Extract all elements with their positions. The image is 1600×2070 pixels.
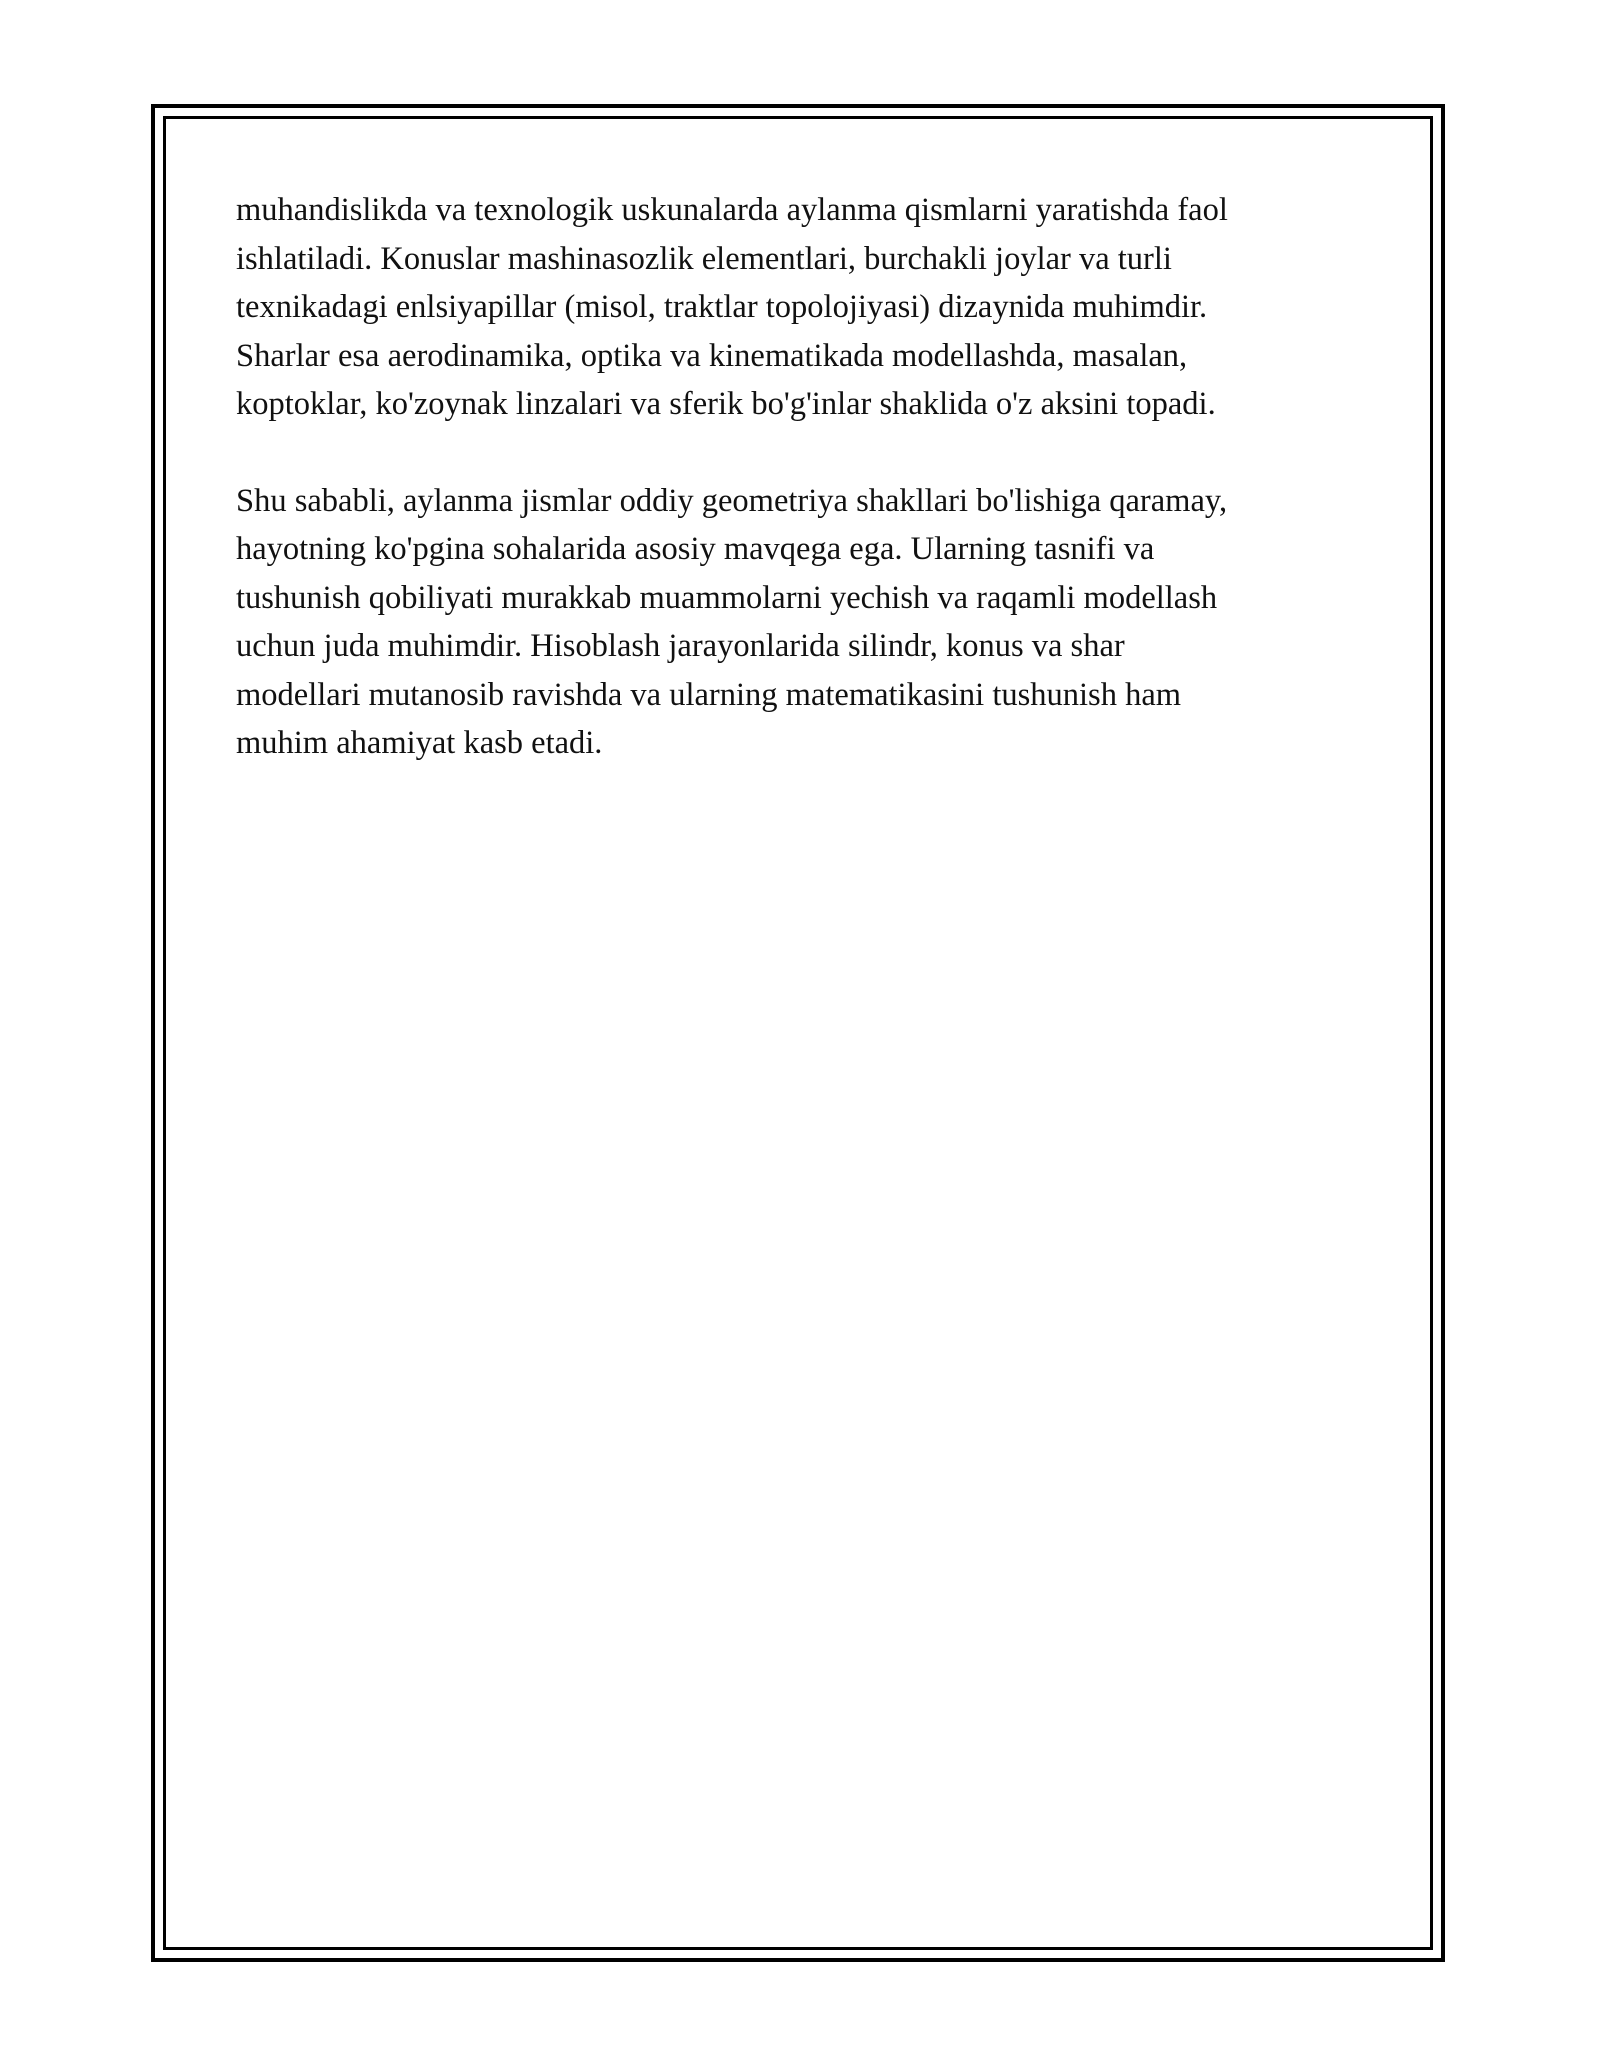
paragraph-2: Shu sababli, aylanma jismlar oddiy geometriya shakllari bo'lishiga qaramay, hayotning ko'pgina sohalarida asosiy mavqega ega. Ularning tasnifi va tushunish qobiliyati murakkab muammolarni yechish va raqamli modellash uchun juda muhimdir. Hisoblash jarayonlarida silindr, konus va shar modellari mutanosib ravishda va ularning matematikasini tushunish ham muhim ahamiyat kasb etadi. bbox=[236, 482, 1228, 761]
paragraph-1: muhandislikda va texnologik uskunalarda aylanma qismlarni yaratishda faol ishlatiladi. Konuslar mashinasozlik elementlari, burchakli joylar va turli texnikadagi enlsiyapillar (misol, traktlar topolojiyasi) dizaynida muhimdir. Sharlar esa aerodinamika, optika va kinematikada modellashda, masalan, koptoklar, ko'zoynak linzalari va sferik bo'g'inlar shaklida o'z aksini topadi. bbox=[236, 192, 1228, 422]
document-body bbox=[236, 186, 1376, 816]
